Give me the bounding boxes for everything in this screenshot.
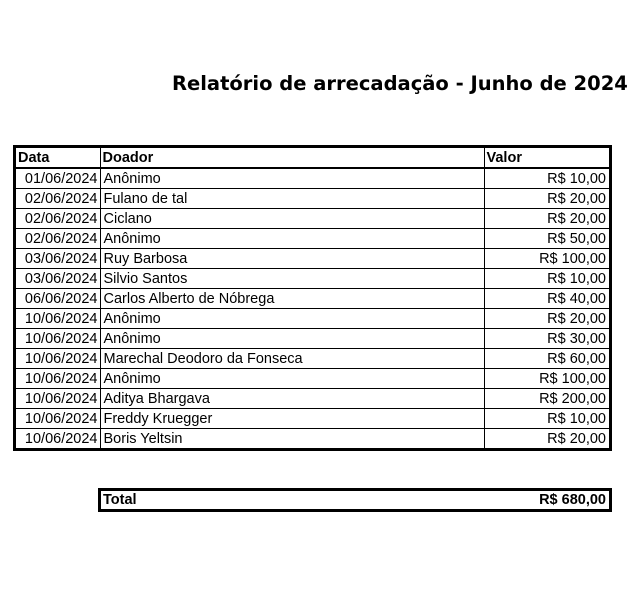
cell-value: R$ 20,00 bbox=[547, 430, 606, 447]
header-value: Valor bbox=[484, 148, 609, 168]
cell-value: R$ 100,00 bbox=[484, 249, 609, 269]
table-row bbox=[16, 229, 609, 249]
cell-value: R$ 30,00 bbox=[484, 329, 609, 349]
cell-donor: Aditya Bhargava bbox=[100, 389, 484, 409]
cell-date: 10/06/2024 bbox=[16, 329, 100, 349]
cell-date: 10/06/2024 bbox=[16, 349, 100, 369]
cell-donor: Anônimo bbox=[100, 369, 484, 389]
cell-value: R$ 10,00 bbox=[484, 168, 609, 189]
cell-value: R$ 10,00 bbox=[484, 409, 609, 429]
table-row bbox=[16, 168, 609, 189]
cell-date: 10/06/2024 bbox=[16, 369, 100, 389]
cell-date: 02/06/2024 bbox=[16, 229, 100, 249]
table-row bbox=[16, 209, 609, 229]
cell-donor: Fulano de tal bbox=[100, 189, 484, 209]
table-row bbox=[16, 349, 609, 369]
cell-date: 02/06/2024 bbox=[16, 209, 100, 229]
cell-donor: Ciclano bbox=[100, 209, 484, 229]
header-donor: Doador bbox=[100, 148, 484, 168]
cell-value: R$ 20,00 bbox=[484, 189, 609, 209]
cell-donor: Marechal Deodoro da Fonseca bbox=[100, 349, 484, 369]
table-row bbox=[16, 329, 609, 349]
cell-date: 10/06/2024 bbox=[16, 389, 100, 409]
donations-table bbox=[13, 145, 612, 451]
cell-donor: Carlos Alberto de Nóbrega bbox=[100, 289, 484, 309]
table-row bbox=[16, 369, 609, 389]
cell-date: 03/06/2024 bbox=[16, 249, 100, 269]
table-row bbox=[16, 269, 609, 289]
table-row bbox=[16, 249, 609, 269]
cell-value: R$ 20,00 bbox=[484, 209, 609, 229]
header-date: Data bbox=[16, 148, 100, 168]
cell-donor: Boris Yeltsin bbox=[100, 429, 484, 449]
total-value: R$ 680,00 bbox=[539, 492, 606, 508]
cell-donor: Ruy Barbosa bbox=[100, 249, 484, 269]
cell-value: R$ 100,00 bbox=[484, 369, 609, 389]
table-row bbox=[16, 289, 609, 309]
total-row bbox=[98, 488, 612, 512]
cell-date: 06/06/2024 bbox=[16, 289, 100, 309]
cell-donor: Anônimo bbox=[100, 309, 484, 329]
cell-date: 02/06/2024 bbox=[16, 189, 100, 209]
cell-donor: Silvio Santos bbox=[100, 269, 484, 289]
table-row bbox=[16, 189, 609, 209]
table-row bbox=[16, 389, 609, 409]
cell-date: 10/06/2024 bbox=[16, 429, 100, 449]
cell-date: 01/06/2024 bbox=[16, 168, 100, 189]
cell-donor: Freddy Kruegger bbox=[100, 409, 484, 429]
table-row bbox=[16, 409, 609, 429]
cell-donor: Anônimo bbox=[100, 329, 484, 349]
table-row bbox=[16, 429, 609, 449]
cell-value: R$ 20,00 bbox=[484, 309, 609, 329]
cell-donor: Anônimo bbox=[100, 229, 484, 249]
report-title: Relatório de arrecadação - Junho de 2024 bbox=[172, 72, 628, 95]
cell-donor: Anônimo bbox=[100, 168, 484, 189]
table-row bbox=[16, 309, 609, 329]
cell-date: 03/06/2024 bbox=[16, 269, 100, 289]
total-label: Total bbox=[103, 492, 137, 508]
cell-value: R$ 50,00 bbox=[484, 229, 609, 249]
cell-value: R$ 200,00 bbox=[484, 389, 609, 409]
cell-value: R$ 10,00 bbox=[484, 269, 609, 289]
table-header-row bbox=[16, 148, 609, 168]
cell-value: R$ 40,00 bbox=[484, 289, 609, 309]
cell-value: R$ 60,00 bbox=[484, 349, 609, 369]
cell-date: 10/06/2024 bbox=[16, 409, 100, 429]
cell-date: 10/06/2024 bbox=[16, 309, 100, 329]
